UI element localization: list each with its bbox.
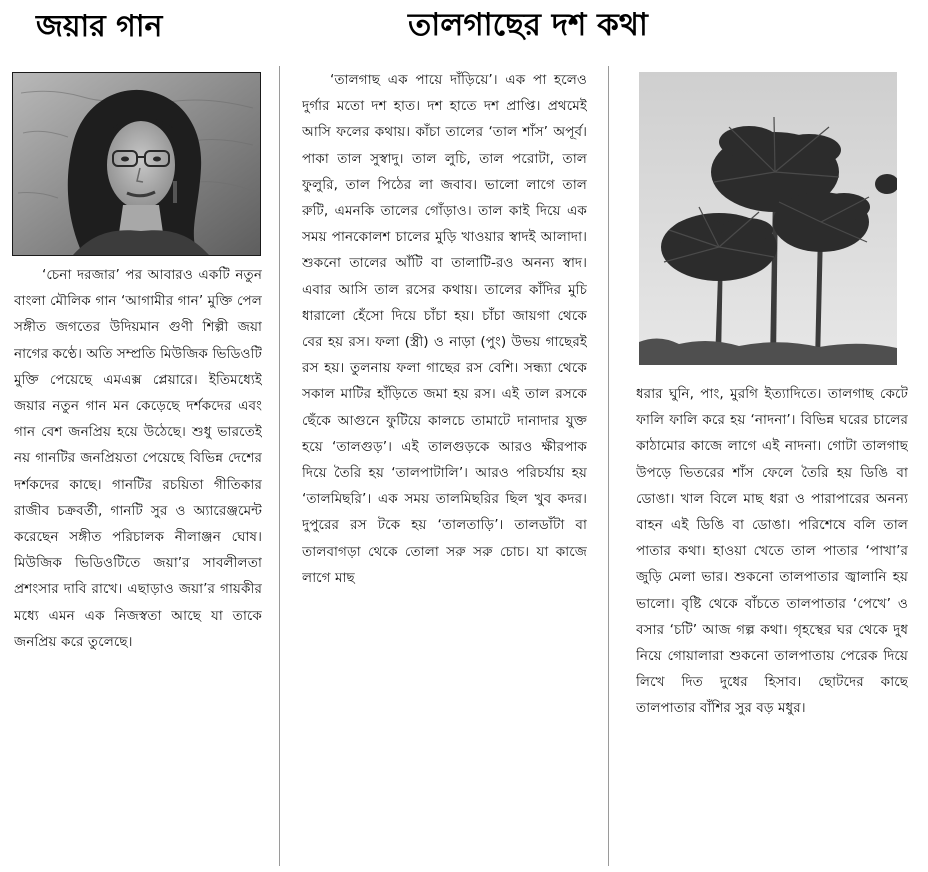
headline-right: তালগাছের দশ কথা	[408, 7, 648, 43]
article-left-body	[14, 262, 262, 868]
article-middle-body	[302, 67, 587, 868]
column-divider-right	[608, 66, 609, 866]
article-right-text: ধরার ঘুনি, পাং, মুরগি ইত্যাদিতে। তালগাছ কেটে ফালি ফালি করে হয় ‘নাদনা’। বিভিন্ন ঘরের চালের কাঠামোর কাজে লাগে এই নাদনা। গোটা তালগাছ উপড়ে ভিতরের শাঁস ফেলে তৈরি হয় ডিঙি বা ডোঙা। খাল বিলে মাছ ধরা ও পারাপারের অনন্য বাহন এই ডিঙি বা ডোঙা। পরিশেষে বলি তাল পাতার কথা। হাওয়া খেতে তাল পাতার ‘পাখা’র জুড়ি মেলা ভার। শুকনো তালপাতার জ্বালানি হয় ভালো। বৃষ্টি থেকে বাঁচতে তালপাতার ‘পেখে’ ও বসার ‘চটি’ আজ গল্প কথা। গৃহস্থের ঘর থেকে দুধ নিয়ে গোয়ালারা শুকনো তালপাতায় পেরেক দিয়ে লিখে দিত দুধের হিসাব। ছোটদের কাছে তালপাতার বাঁশির সুর বড় মধুর।	[636, 386, 908, 717]
headline-left: জয়ার গান	[36, 9, 163, 44]
portrait-photo	[12, 72, 261, 256]
column-divider-left	[279, 66, 280, 866]
article-right-body	[636, 381, 908, 868]
article-left-text: ‘চেনা দরজার’ পর আবারও একটি নতুন বাংলা মৌলিক গান ‘আগামীর গান’ মুক্তি পেল সঙ্গীত জগতের উদিয়মান গুণী শিল্পী জয়া নাগের কণ্ঠে। অতি সম্প্রতি মিউজিক ভিডিওটি মুক্তি পেয়েছে এমএক্স প্লেয়ারে। ইতিমধ্যেই জয়ার নতুন গান মন কেড়েছে দর্শকদের এবং গান বেশ জনপ্রিয় হয়ে উঠেছে। শুধু ভারতেই নয় গানটির জনপ্রিয়তা পেয়েছে বিভিন্ন দেশের দর্শকদের কাছে। গানটির রচয়িতা গীতিকার রাজীব চক্রবর্তী, গানটি সুর ও অ্যারেঞ্জমেন্ট করেছেন সঙ্গীত পরিচালক নীলাঞ্জন ঘোষ। মিউজিক ভিডিওটিতে জয়া’র সাবলীলতা প্রশংসার দাবি রাখে। এছাড়াও জয়া’র গায়কীর মধ্যে এমন এক নিজস্বতা আছে যা তাকে জনপ্রিয় করে তুলেছে।	[14, 267, 262, 650]
palm-trees-photo	[639, 72, 897, 365]
article-middle-text: ‘তালগাছ এক পায়ে দাঁড়িয়ে’। এক পা হলেও দুর্গার মতো দশ হাত। দশ হাতে দশ প্রাপ্তি। প্রথমেই আসি ফলের কথায়। কাঁচা তালের ‘তাল শাঁস’ অপূর্ব। পাকা তাল সুস্বাদু। তাল লুচি, তাল পরোটা, তাল ফুলুরি, তাল পিঠের লা জবাব। ভালো লাগে তাল রুটি, এমনকি তালের গোঁড়াও। তাল কাই দিয়ে এক সময় পানকোলশ চালের মুড়ি খাওয়ার স্বাদই আলাদা। শুকনো তালের আঁটি বা তালাটি-রও অনন্য স্বাদ। এবার আসি তাল রসের কথায়। তালের কাঁদির মুচি ধারালো হেঁসো দিয়ে চাঁচা হয়। চাঁচা জায়গা থেকে বের হয় রস। ফলা (স্ত্রী) ও নাড়া (পুং) উভয় গাছেরই রস হয়। তুলনায় ফলা গাছের রস বেশি। সন্ধ্যা থেকে সকাল মাটির হাঁড়িতে জমা হয় রস। এই তাল রসকে ছেঁকে আগুনে ফুটিয়ে কালচে তামাটে দানাদার যুক্ত হয়ে ‘তালগুড়’। এই তালগুড়কে আরও ক্ষীরপাক দিয়ে তৈরি হয় ‘তালপাটালি’। আরও পরিচর্যায় হয় ‘তালমিছরি’। এক সময় তালমিছরির ছিল খুব কদর। দুপুরের রস টকে হয় ‘তালতাড়ি’। তালডাঁটা বা তালবাগড়া থেকে তোলা সরু সরু চোচ। যা কাজে লাগে মাছ	[302, 72, 587, 586]
